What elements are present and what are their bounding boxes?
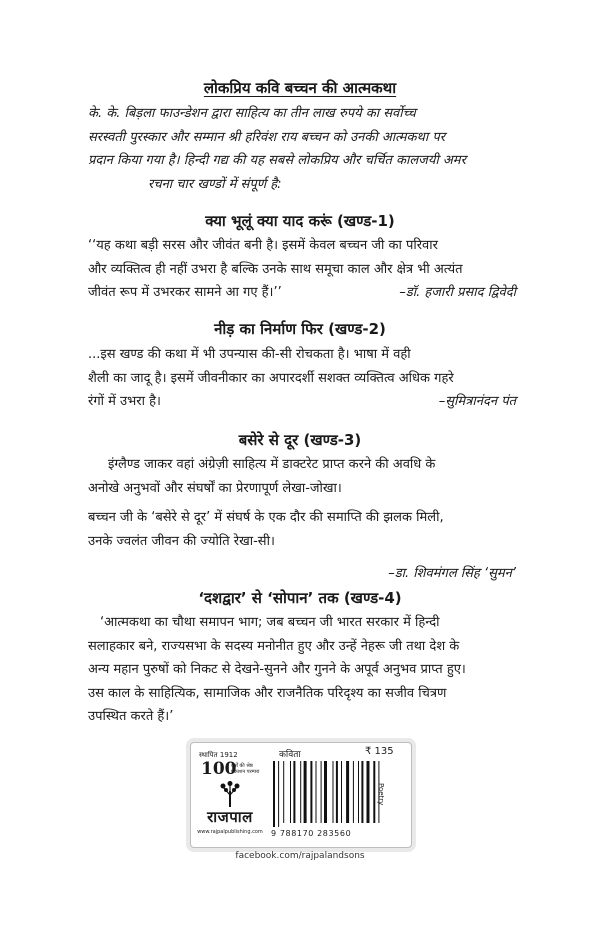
quote-line: अन्य महान पुरुषों को निकट से देखने-सुनने और गुनने के अपूर्व अनुभव प्राप्त हुए।: [88, 662, 466, 677]
barcode-bar: [336, 761, 338, 823]
section-3-attribution: –डा. शिवमंगल सिंह ‘सुमन’: [388, 566, 516, 581]
barcode-bar: [358, 761, 359, 823]
barcode-bar: [346, 761, 349, 823]
intro-line: प्रदान किया गया है। हिन्दी गद्य की यह सबसे लोकप्रिय और चर्चित कालजयी अमर: [88, 153, 466, 168]
barcode-bar: [300, 761, 301, 823]
isbn-digits: 9 788170 283560: [271, 829, 352, 838]
quote-line: ...इस खण्ड की कथा में भी उपन्यास की-सी रोचकता है। भाषा में वही: [88, 347, 411, 362]
barcode-bar: [304, 761, 307, 823]
price-label: ₹ 135: [365, 746, 394, 757]
section-1-attribution: –डॉ. हजारी प्रसाद द्विवेदी: [399, 285, 516, 300]
intro-paragraph: [88, 102, 516, 196]
barcode-bar: [353, 761, 354, 823]
barcode-bar: [361, 761, 363, 823]
barcode-bar: [283, 761, 284, 823]
genre-label: कविता: [279, 750, 301, 760]
barcode: [271, 761, 381, 827]
barcode-bar: [278, 761, 279, 827]
publisher-url: www.rajpalpublishing.com: [197, 829, 263, 835]
main-title-text: लोकप्रिय कवि बच्चन की आत्मकथा: [203, 79, 397, 97]
quote-line: सलाहकार बने, राज्यसभा के सदस्य मनोनीत हुए और उन्हें नेहरू जी तथा देश के: [88, 638, 460, 654]
quote-line: उस काल के साहित्यिक, सामाजिक और राजनैतिक परिदृश्य का सजीव चित्रण: [88, 685, 447, 701]
quote-line: और व्यक्तित्व ही नहीं उभरा है बल्कि उनके साथ समूचा काल और क्षेत्र भी अत्यंत: [88, 261, 463, 277]
years-text: वर्षों की श्रेष्ठ प्रकाशन परम्परा: [231, 763, 260, 775]
quote-line: शैली का जादू है। इसमें जीवनीकार का अपारदर्शी सशक्त व्यक्तित्व अधिक गहरे: [88, 370, 454, 386]
section-1-title: क्या भूलूं क्या याद करूं (खण्ड-1): [205, 212, 395, 230]
barcode-bar: [324, 761, 327, 823]
section-3-quote: [88, 506, 516, 553]
section-4-quote: [88, 611, 516, 729]
barcode-bar: [321, 761, 322, 823]
section-2-title: नीड़ का निर्माण फिर (खण्ड-2): [214, 320, 386, 338]
quote-line: उपस्थित करते हैं।’: [88, 709, 174, 724]
barcode-panel: [190, 742, 412, 848]
barcode-bar: [373, 761, 375, 823]
barcode-bar: [310, 761, 312, 823]
barcode-bar: [367, 761, 370, 823]
section-2-attribution: –सुमित्रानंदन पंत: [438, 394, 516, 409]
intro-line: के. के. बिड़ला फाउन्डेशन द्वारा साहित्य का तीन लाख रुपये का सर्वोच्च: [88, 106, 416, 121]
section-2-quote: [88, 343, 516, 414]
publisher-name: राजपाल: [207, 808, 253, 826]
intro-line: सरस्वती पुरस्कार और सम्मान श्री हरिवंश राय बच्चन को उनकी आत्मकथा पर: [88, 129, 446, 145]
category-label: Poetry: [377, 783, 385, 806]
quote-line: ‘‘यह कथा बड़ी सरस और जीवंत बनी है। इसमें केवल बच्चन जी का परिवार: [88, 238, 438, 253]
barcode-bar: [341, 761, 342, 823]
quote-line: उनके ज्वलंत जीवन की ज्योति रेखा-सी।: [88, 533, 275, 549]
quote-line-last: [88, 390, 516, 414]
text-line: इंग्लैण्ड जाकर वहां अंग्रेज़ी साहित्य में डाक्टरेट प्राप्त करने की अवधि के: [108, 457, 436, 472]
quote-line-text: जीवंत रूप में उभरकर सामने आ गए हैं।’’: [88, 285, 282, 300]
facebook-link[interactable]: facebook.com/rajpalandsons: [235, 851, 365, 861]
barcode-bar: [293, 761, 295, 823]
barcode-bar: [333, 761, 334, 823]
tree-icon: [219, 781, 241, 807]
publisher-logo: [197, 749, 263, 841]
main-title: [0, 77, 600, 99]
intro-line: रचना चार खण्डों में संपूर्ण है:: [148, 176, 282, 192]
quote-line-last: [88, 281, 516, 305]
quote-line: बच्चन जी के ‘बसेरे से दूर’ में संघर्ष के एक दौर की समाप्ति की झलक मिली,: [88, 510, 444, 525]
text-line: अनोखे अनुभवों और संघर्षों का प्रेरणापूर्ण लेखा-जोखा।: [88, 480, 342, 496]
quote-line: ‘आत्मकथा का चौथा समापन भाग; जब बच्चन जी भारत सरकार में हिन्दी: [100, 615, 440, 630]
section-3-text: [88, 453, 516, 500]
barcode-bar: [290, 761, 291, 823]
barcode-bar: [316, 761, 317, 823]
section-4-title: ‘दशद्वार’ से ‘सोपान’ तक (खण्ड-4): [198, 589, 402, 607]
years-number: 100: [201, 759, 237, 779]
section-1-quote: [88, 234, 516, 305]
quote-line-text: रंगों में उभरा है।: [88, 394, 161, 409]
section-3-title: बसेरे से दूर (खण्ड-3): [238, 431, 362, 449]
barcode-bar: [273, 761, 275, 827]
established-text: स्थापित 1912: [199, 751, 238, 759]
